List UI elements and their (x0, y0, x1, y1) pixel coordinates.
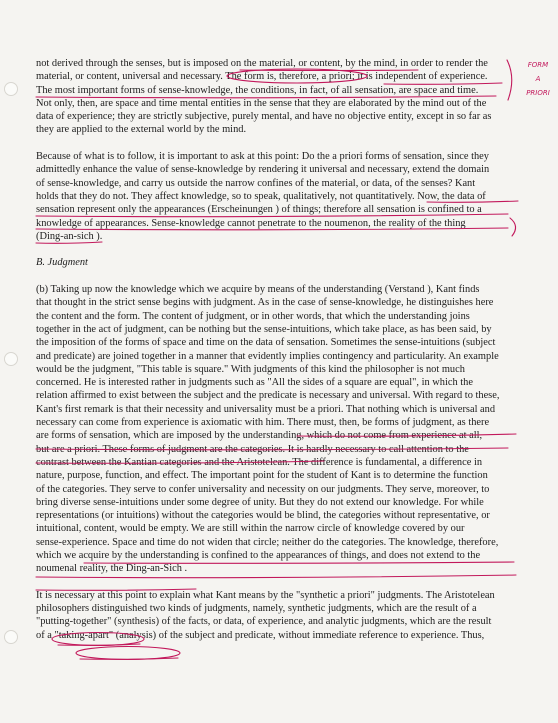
circle-stroke (227, 69, 367, 83)
margin-note-word: FORM (527, 61, 549, 69)
text-line: (Ding-an-sich ). (36, 230, 103, 242)
text-line: relation affirmed to exist between the subject and the predicate is necessary and universal. With regard to these, (36, 390, 500, 402)
underline-stroke (84, 562, 514, 563)
underline-stroke (427, 201, 518, 202)
underline-stroke (36, 575, 516, 578)
text-line: (b) Taking up now the knowledge which we acquire by means of the understanding (Verstand ), Kant finds (36, 284, 480, 296)
section-heading: B. Judgment (36, 257, 88, 269)
text-line: knowledge of appearances. Sense-knowledge cannot penetrate to the noumenon, the reality of the thing (36, 217, 466, 229)
text-line: of a "taking-apart" (analysis) of the subject and predicate, without immediate reference to experience. Thus, (36, 629, 485, 641)
text-line: are forms of sensation, which are imposed by the understanding, which do not come from experience at all, (36, 430, 483, 442)
circle-stroke (52, 633, 144, 646)
text-line: that thought in the strict sense begins with judgment. As in the case of sense-knowledge, he distinguishes here (36, 297, 494, 309)
text-line: of the categories. They serve to confer universality and necessity on our judgments. They serve, moreover, to (36, 483, 490, 495)
text-line: Kant's first remark is that their necessity and universality must be a priori. That nothing which is universal and (36, 403, 496, 415)
text-line: material, or content, universal and necessary. The form is, therefore, a priori; it is independent of experience. (36, 71, 488, 83)
text-line: representations (or intuitions) without the categories would be blind, the categories without representative, or (36, 510, 490, 522)
underline-stroke (36, 214, 508, 217)
text-line: philosophers distinguished two kinds of judgments, namely, synthetic judgments, which are the result of a (36, 603, 477, 615)
text-line: sense-experience. Space and time do not widen that circle; neither do the categories. The knowledge, therefore, (36, 536, 499, 548)
text-line: The most important forms of sense-knowledge, the conditions, in fact, of all sensation, are space and time. (36, 84, 479, 96)
text-line: the imposition of the forms of space and time on the data of sensation. Sometimes the sense-intuitions (subject (36, 337, 496, 349)
text-line: together in the act of judgment, can be nothing but the sense-intuitions, which take place, as has been said, by (36, 323, 492, 335)
circle-stroke (76, 647, 180, 660)
text-line: contrast between the Kantian categories and the Aristotelean. The difference is fundamental, a difference in (36, 456, 483, 468)
text-line: holds that they do not. They affect knowledge, so to speak, qualitatively, not quantitatively. Now, the data of (36, 190, 486, 202)
underline-stroke (36, 461, 324, 463)
bracket-stroke (510, 218, 516, 236)
text-line: not derived through the senses, but is imposed on the material, or content, by the mind, in order to render the (36, 58, 488, 69)
text-line: but are a priori. These forms of judgment are the categories. It is hardly necessary to call attention to the (36, 443, 469, 455)
bracket-stroke (507, 60, 512, 100)
text-line: "putting-together" (synthesis) of the facts, or data, of experience, and analytic judgments, which are the result (36, 616, 492, 628)
text-line: nature, purpose, function, and effect. The important point for the student of Kant is to determine the function (36, 470, 488, 482)
margin-note-word: A (535, 75, 541, 83)
underline-stroke (36, 96, 496, 98)
text-line: Because of what is to follow, it is important to ask at this point: Do the a priori forms of sensation, since they (36, 151, 489, 163)
underline-stroke (36, 242, 102, 243)
text-line: would be the judgment, "This table is square." With judgments of this kind the philosopher is not much (36, 363, 465, 375)
underline-stroke (384, 83, 502, 84)
text-line: they are applied to the external world by the mind. (36, 124, 247, 136)
text-line: sensation represent only the appearances (Erscheinungen ) of things; therefore all sensation is confined to a (36, 204, 482, 216)
text-line: and predicate) are joined together in a manner that evidently implies contingency and particularity. An example (36, 350, 499, 362)
text-line: admittedly enhance the value of sense-knowledge by rendering it universal and necessary, extend the domain (36, 164, 490, 176)
text-line: of sense-knowledge, and carry us outside the narrow confines of the material, or data, of the senses? Kant (36, 177, 476, 189)
text-line: It is necessary at this point to explain what Kant means by the "synthetic a priori" judgments. The Aristotelean (36, 589, 495, 601)
text-line: bring diverse sense-intuitions under some degree of unity. But they do not extend our knowledge. For while (36, 496, 484, 508)
underline-stroke (36, 228, 508, 230)
text-line: which we acquire by the understanding is confined to the appearances of things, and does not extend to the (36, 549, 481, 561)
margin-note-word: PRIORI (526, 89, 550, 97)
text-line: Not only, then, are space and time mental entities in the sense that they are elaborated by the mind out of the (36, 97, 487, 109)
text-line: noumenal reality, the Ding-an-Sich . (36, 563, 188, 575)
underline-stroke (297, 434, 516, 436)
text-line: the content and the form. The content of judgment, or in other words, that which the understanding joins (36, 310, 470, 322)
text-line: concerned. He is interested rather in judgments such as "All the sides of a square are equal", in which the (36, 377, 473, 389)
underline-stroke (36, 589, 196, 590)
text-line: intuitional, content, would be empty. We are still within the narrow circle of knowledge covered by our (36, 523, 465, 535)
text-line: data of experience; they are strictly subjective, purely mental, and have no objective entity, except in so far as (36, 111, 492, 123)
text-line: necessary can come from experience is axiomatic with him. There must, then, be forms of judgment, as there (36, 417, 490, 429)
underline-stroke (36, 448, 508, 450)
